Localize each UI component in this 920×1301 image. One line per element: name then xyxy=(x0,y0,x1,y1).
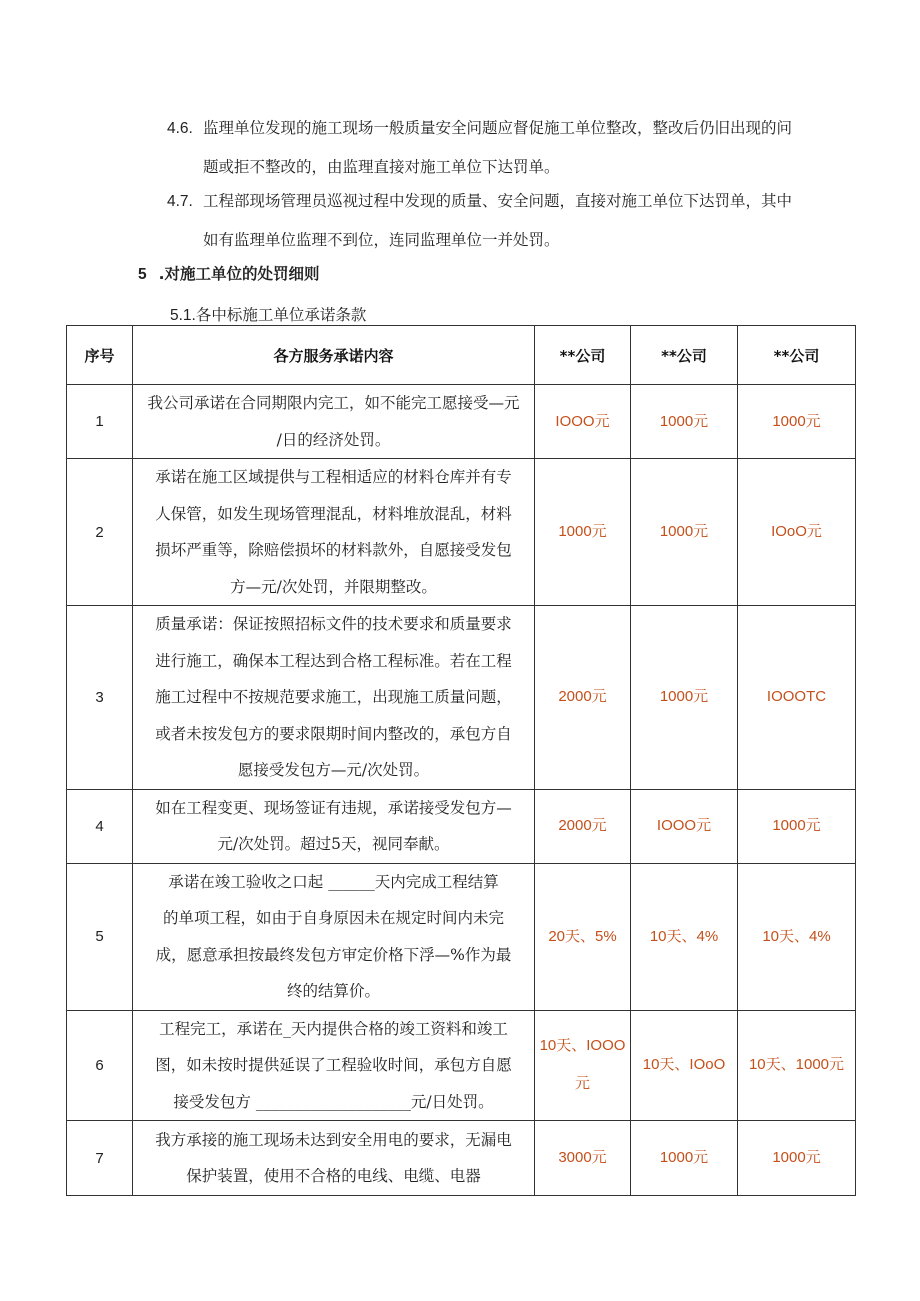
paragraph-4-6 xyxy=(167,109,857,186)
table-row xyxy=(67,1010,856,1121)
header-content: 各方服务承诺内容 xyxy=(133,326,535,385)
company-2-value: IOOO元 xyxy=(631,789,738,863)
content-line: 承诺在施工区域提供与工程相适应的材料仓库并有专 xyxy=(155,468,512,486)
paragraph-4-7 xyxy=(167,182,857,259)
paragraph-number: 4.6. xyxy=(167,120,193,137)
header-company-2: **公司 xyxy=(631,326,738,385)
row-content xyxy=(133,789,535,863)
content-line: 终的结算价。 xyxy=(286,982,380,1000)
row-content xyxy=(133,606,535,790)
row-number: 4 xyxy=(67,789,133,863)
company-2-value: 1000元 xyxy=(631,606,738,790)
company-1-value: 10天、IOOO元 xyxy=(535,1010,631,1121)
content-line: 施工过程中不按规范要求施工，出现施工质量问题， xyxy=(155,688,512,706)
company-1-value: 20天、5% xyxy=(535,863,631,1010)
company-1-value: 2000元 xyxy=(535,606,631,790)
content-line: /日的经济处罚。 xyxy=(276,430,391,449)
content-line: 接受发包方 ____________________元/日处罚。 xyxy=(173,1092,494,1111)
paragraph-line: 工程部现场管理员巡视过程中发现的质量、安全问题，直接对施工单位下达罚单，其中 xyxy=(203,192,793,210)
content-line: 我方承接的施工现场未达到安全用电的要求，无漏电 xyxy=(155,1130,512,1149)
content-line: 承诺在竣工验收之口起 ______天内完成工程结算 xyxy=(168,872,499,891)
subsection-number: 5.1. xyxy=(170,307,196,324)
header-company-1: **公司 xyxy=(535,326,631,385)
row-content xyxy=(133,1010,535,1121)
subsection-heading xyxy=(170,303,366,325)
content-line: 我公司承诺在合同期限内完工，如不能完工愿接受—元 xyxy=(147,394,520,412)
paragraph-line: 监理单位发现的施工现场一般质量安全问题应督促施工单位整改，整改后仍旧出现的问 xyxy=(203,119,793,137)
content-line: 人保管，如发生现场管理混乱，材料堆放混乱，材料 xyxy=(155,504,512,523)
content-line: 成，愿意承担按最终发包方审定价格下浮—%作为最 xyxy=(155,945,512,964)
content-line: 工程完工，承诺在_天内提供合格的竣工资料和竣工 xyxy=(159,1019,508,1038)
content-line: 保护装置，使用不合格的电线、电缆、电器 xyxy=(186,1167,481,1185)
content-line: 质量承诺：保证按照招标文件的技术要求和质量要求 xyxy=(155,615,512,633)
subsection-title: 各中标施工单位承诺条款 xyxy=(195,306,367,324)
company-3-value: IOoO元 xyxy=(738,459,856,606)
company-1-value: 1000元 xyxy=(535,459,631,606)
company-1-value: 3000元 xyxy=(535,1121,631,1196)
content-line: 图，如未按时提供延误了工程验收时间，承包方自愿 xyxy=(155,1056,512,1074)
content-line: 元/次处罚。超过5天，视同奉献。 xyxy=(217,835,450,853)
commitment-table xyxy=(66,325,856,1196)
table-header-row xyxy=(67,326,856,385)
company-2-value: 1000元 xyxy=(631,459,738,606)
content-line: 进行施工，确保本工程达到合格工程标准。若在工程 xyxy=(155,651,512,670)
row-number: 2 xyxy=(67,459,133,606)
company-3-value: 10天、4% xyxy=(738,863,856,1010)
paragraph-number: 4.7. xyxy=(167,193,193,210)
company-2-value: 1000元 xyxy=(631,385,738,459)
row-number: 7 xyxy=(67,1121,133,1196)
paragraph-line: 如有监理单位监理不到位，连同监理单位一并处罚。 xyxy=(203,231,560,249)
content-line: 或者未按发包方的要求限期时间内整改的，承包方自 xyxy=(155,724,512,743)
section-heading xyxy=(138,262,320,284)
table-row xyxy=(67,789,856,863)
company-1-value: 2000元 xyxy=(535,789,631,863)
row-content xyxy=(133,863,535,1010)
company-3-value: 1000元 xyxy=(738,385,856,459)
row-content xyxy=(133,385,535,459)
content-line: 如在工程变更、现场签证有违规，承诺接受发包方— xyxy=(155,798,512,817)
table-row xyxy=(67,385,856,459)
section-title: .对施工单位的处罚细则 xyxy=(158,265,320,283)
row-number: 3 xyxy=(67,606,133,790)
row-content xyxy=(133,1121,535,1196)
header-company-3: **公司 xyxy=(738,326,856,385)
company-2-value: 10天、4% xyxy=(631,863,738,1010)
company-3-value: 1000元 xyxy=(738,789,856,863)
header-serial: 序号 xyxy=(67,326,133,385)
table-row xyxy=(67,863,856,1010)
company-3-value: 10天、1000元 xyxy=(738,1010,856,1121)
content-line: 愿接受发包方—元/次处罚。 xyxy=(237,761,430,779)
company-2-value: 1000元 xyxy=(631,1121,738,1196)
company-1-value: IOOO元 xyxy=(535,385,631,459)
content-line: 的单项工程，如由于自身原因未在规定时间内未完 xyxy=(162,909,504,927)
table-row xyxy=(67,606,856,790)
content-line: 方—元/次处罚，并限期整改。 xyxy=(230,577,437,596)
paragraph-line: 题或拒不整改的，由监理直接对施工单位下达罚单。 xyxy=(203,158,560,176)
table-row xyxy=(67,459,856,606)
row-number: 5 xyxy=(67,863,133,1010)
company-3-value: IOOOTC xyxy=(738,606,856,790)
company-3-value: 1000元 xyxy=(738,1121,856,1196)
row-number: 1 xyxy=(67,385,133,459)
content-line: 损坏严重等，除赔偿损坏的材料款外，自愿接受发包 xyxy=(155,541,512,559)
company-2-value: 10天、IOoO xyxy=(631,1010,738,1121)
row-content xyxy=(133,459,535,606)
row-number: 6 xyxy=(67,1010,133,1121)
section-number: 5 xyxy=(138,266,147,283)
table-row xyxy=(67,1121,856,1196)
